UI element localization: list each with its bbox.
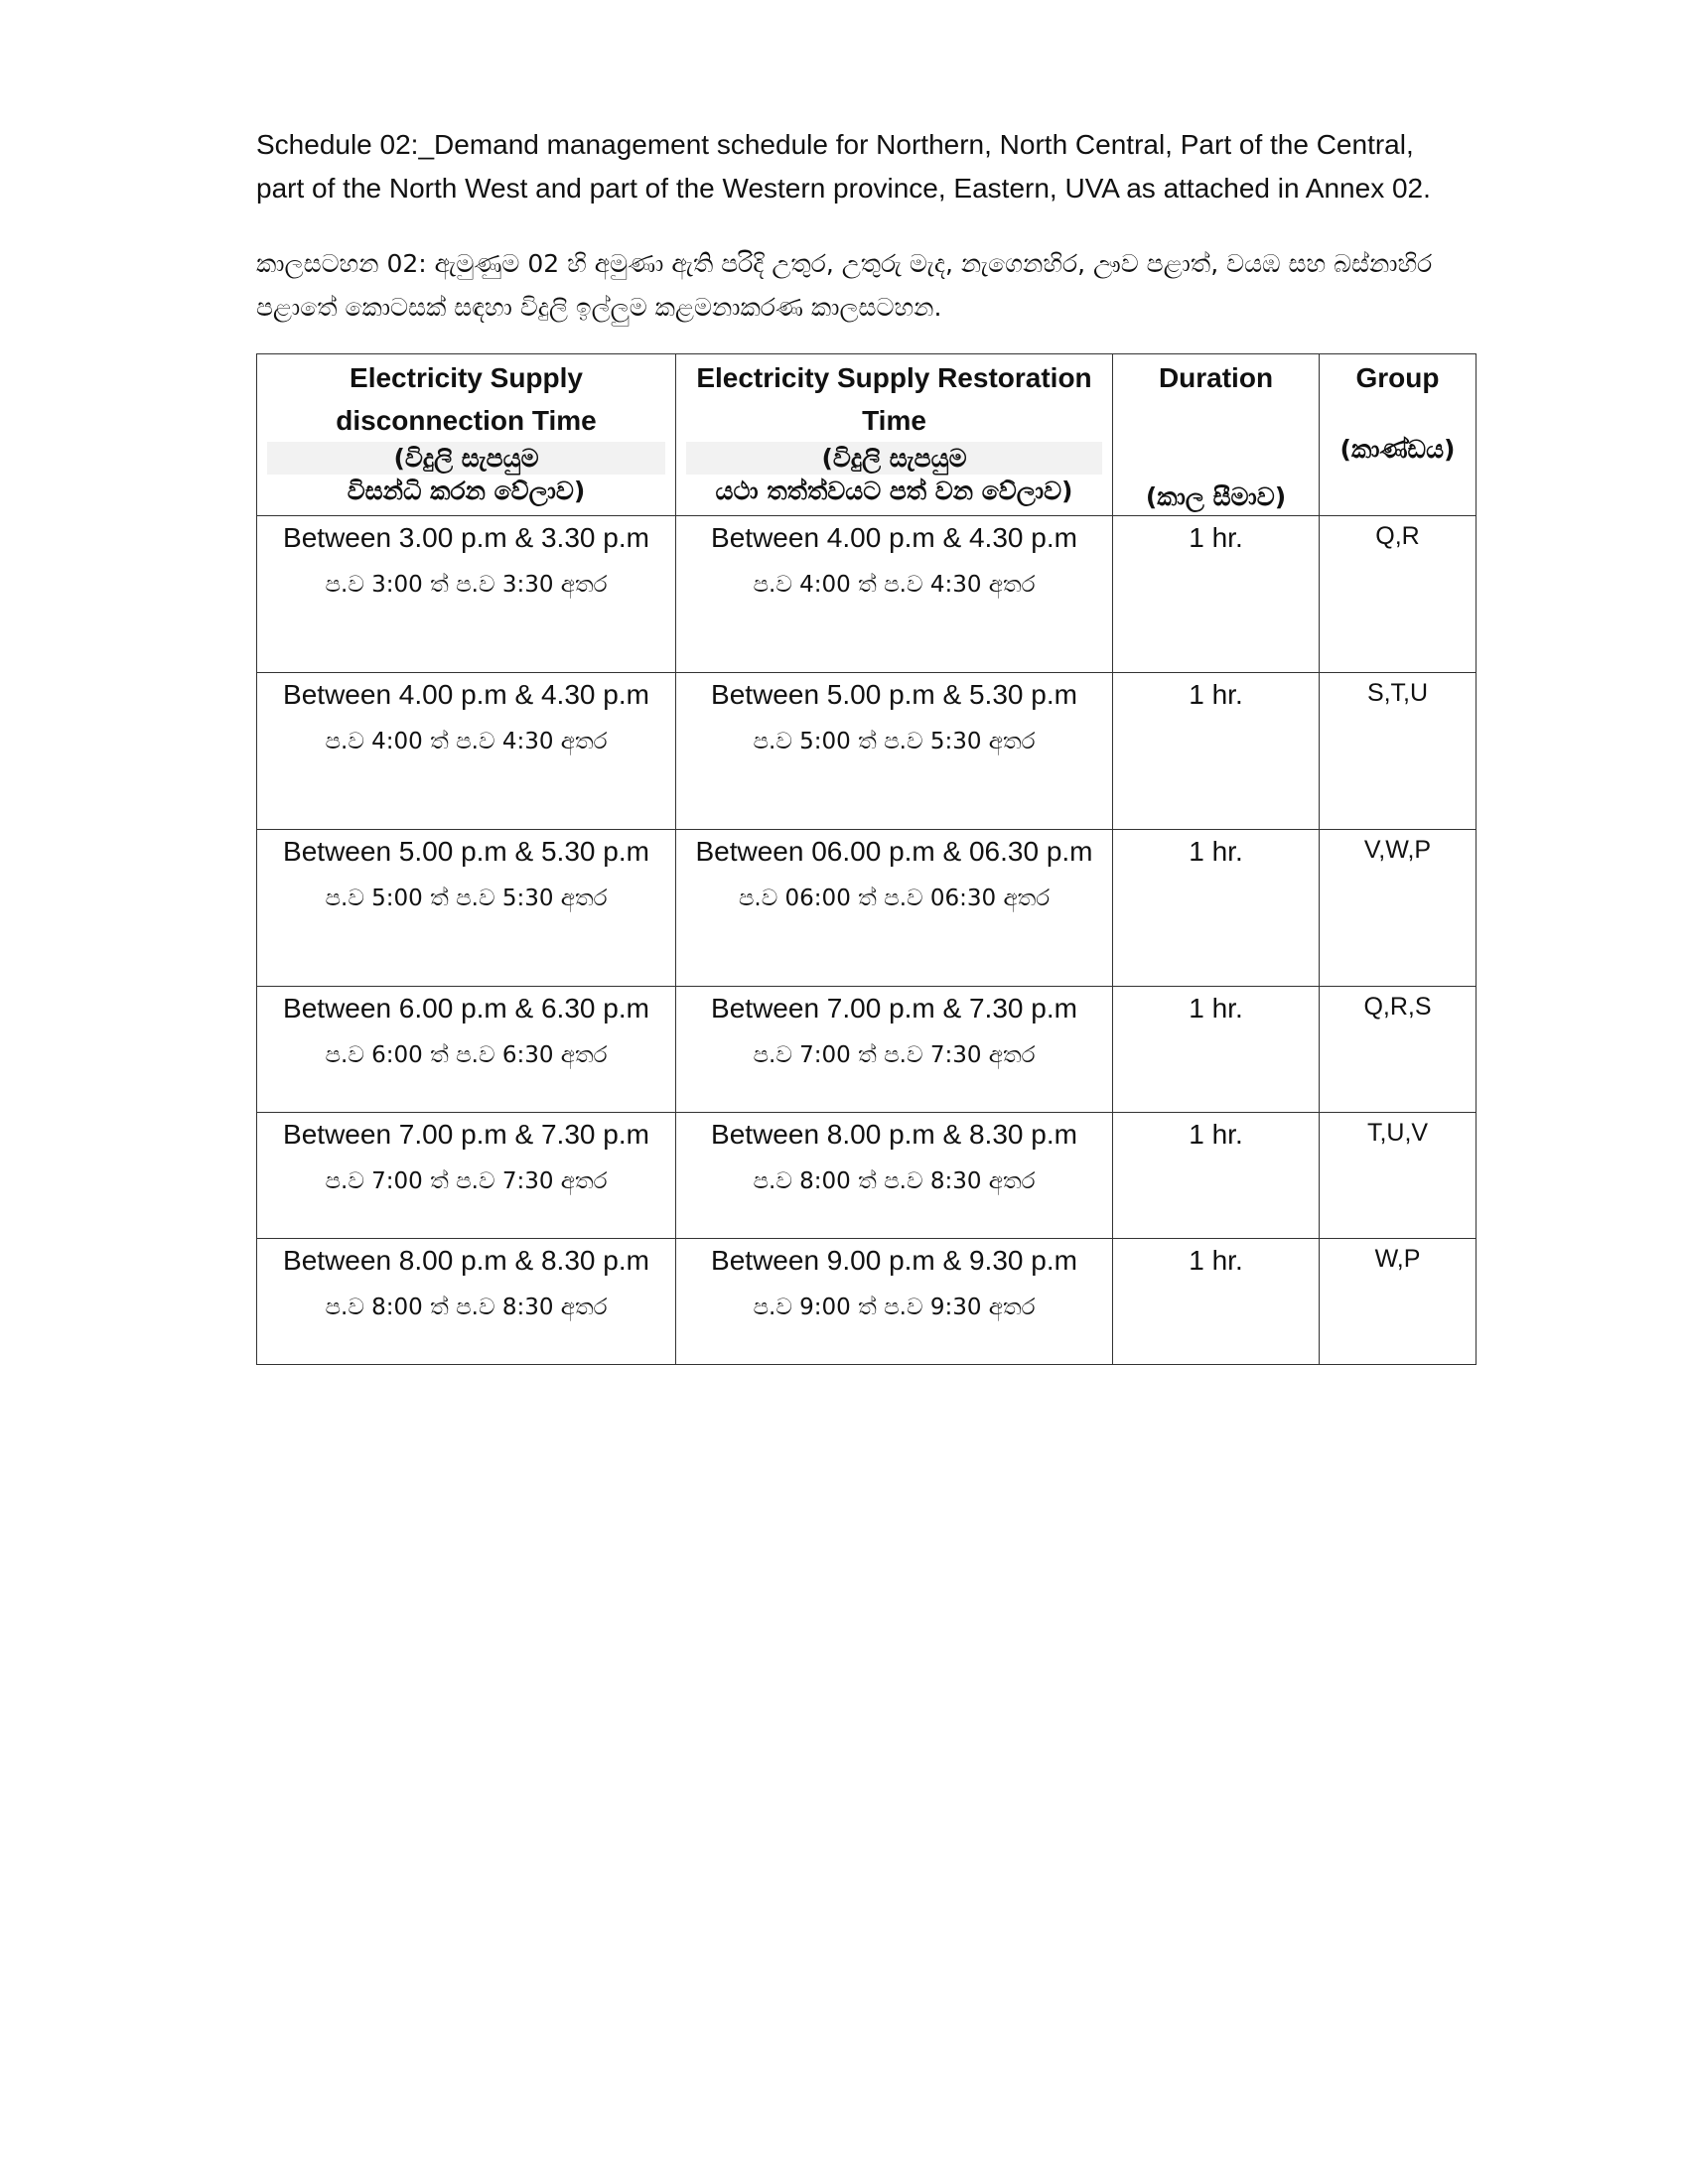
duration-cell <box>1113 1113 1320 1239</box>
restoration-cell <box>676 1113 1113 1239</box>
group-cell <box>1320 516 1477 673</box>
restoration-time-en: Between 7.00 p.m & 7.30 p.m <box>711 993 1077 1024</box>
disconnection-time-si: ප.ව 5:00 ත් ප.ව 5:30 අතර <box>325 886 608 911</box>
group-value: W,P <box>1374 1245 1421 1273</box>
restoration-cell <box>676 673 1113 830</box>
demand-schedule-table <box>256 353 1477 1365</box>
restoration-time-en: Between 06.00 p.m & 06.30 p.m <box>695 836 1093 867</box>
header-group-en: Group <box>1355 362 1440 393</box>
disconnection-time-en: Between 6.00 p.m & 6.30 p.m <box>283 993 649 1024</box>
restoration-time-si: ප.ව 8:00 ත් ප.ව 8:30 අතර <box>753 1168 1036 1194</box>
group-value: S,T,U <box>1366 679 1429 707</box>
header-restoration-si-1: (විදුලි සැපයුම <box>686 442 1102 475</box>
header-disconnection-time <box>257 354 676 516</box>
disconnection-cell <box>257 516 676 673</box>
restoration-time-si: ප.ව 5:00 ත් ප.ව 5:30 අතර <box>753 729 1036 754</box>
disconnection-time-en: Between 4.00 p.m & 4.30 p.m <box>283 679 649 710</box>
group-value: V,W,P <box>1363 836 1432 864</box>
table-row <box>257 1239 1477 1365</box>
header-disconnection-si-2: විසන්ධි කරන වේලාව) <box>347 477 586 505</box>
restoration-time-en: Between 9.00 p.m & 9.30 p.m <box>711 1245 1077 1276</box>
disconnection-cell <box>257 987 676 1113</box>
header-disconnection-en-1: Electricity Supply <box>350 362 583 393</box>
header-duration-en: Duration <box>1158 362 1274 393</box>
disconnection-time-si: ප.ව 4:00 ත් ප.ව 4:30 අතර <box>325 729 608 754</box>
duration-cell <box>1113 673 1320 830</box>
duration-value: 1 hr. <box>1189 522 1243 553</box>
table-row <box>257 830 1477 987</box>
duration-value: 1 hr. <box>1189 679 1243 710</box>
table-header-row <box>257 354 1477 516</box>
duration-value: 1 hr. <box>1189 1119 1243 1150</box>
intro-english-paragraph: Schedule 02:_Demand management schedule for Northern, North Central, Part of the Central, part of the North West and part of the Western province, Eastern, UVA as attached in Annex 02. <box>256 129 1431 204</box>
restoration-time-si: ප.ව 06:00 ත් ප.ව 06:30 අතර <box>738 886 1051 911</box>
restoration-cell <box>676 987 1113 1113</box>
group-cell <box>1320 830 1477 987</box>
restoration-time-en: Between 4.00 p.m & 4.30 p.m <box>711 522 1077 553</box>
restoration-cell <box>676 516 1113 673</box>
table-row <box>257 516 1477 673</box>
header-duration <box>1113 354 1320 516</box>
duration-value: 1 hr. <box>1189 993 1243 1024</box>
table-row <box>257 987 1477 1113</box>
restoration-time-en: Between 8.00 p.m & 8.30 p.m <box>711 1119 1077 1150</box>
duration-cell <box>1113 516 1320 673</box>
disconnection-time-en: Between 3.00 p.m & 3.30 p.m <box>283 522 649 553</box>
header-group-si: (කාණ්ඩය) <box>1339 435 1456 464</box>
group-cell <box>1320 987 1477 1113</box>
table-row <box>257 1113 1477 1239</box>
duration-cell <box>1113 987 1320 1113</box>
duration-cell <box>1113 1239 1320 1365</box>
disconnection-time-si: ප.ව 7:00 ත් ප.ව 7:30 අතර <box>325 1168 608 1194</box>
group-cell <box>1320 1113 1477 1239</box>
intro-sinhala-paragraph: කාලසටහන 02: ඇමුණුම 02 හි අමුණා ඇති පරිදි උතුර, උතුරු මැද, නැගෙනහිර, ඌව පළාත්, වයඹ සහ බස්නාහිර පළාතේ කොටසක් සඳහා විදුලි ඉල්ලුම කළමනාකරණ කාලසටහන. <box>256 249 1433 322</box>
disconnection-time-en: Between 8.00 p.m & 8.30 p.m <box>283 1245 649 1276</box>
restoration-time-si: ප.ව 7:00 ත් ප.ව 7:30 අතර <box>753 1042 1036 1068</box>
header-restoration-si-2: යථා තත්ත්වයට පත් වන වේලාව) <box>715 477 1073 505</box>
duration-value: 1 hr. <box>1189 1245 1243 1276</box>
duration-value: 1 hr. <box>1189 836 1243 867</box>
restoration-time-si: ප.ව 4:00 ත් ප.ව 4:30 අතර <box>753 572 1036 598</box>
header-restoration-en-2: Time <box>862 405 926 436</box>
header-restoration-en-1: Electricity Supply Restoration <box>696 362 1092 393</box>
restoration-time-si: ප.ව 9:00 ත් ප.ව 9:30 අතර <box>753 1295 1036 1320</box>
header-group <box>1320 354 1477 516</box>
disconnection-cell <box>257 1239 676 1365</box>
table-row <box>257 673 1477 830</box>
group-value: T,U,V <box>1366 1119 1429 1147</box>
group-value: Q,R,S <box>1363 993 1432 1021</box>
duration-cell <box>1113 830 1320 987</box>
restoration-cell <box>676 1239 1113 1365</box>
disconnection-time-si: ප.ව 6:00 ත් ප.ව 6:30 අතර <box>325 1042 608 1068</box>
disconnection-cell <box>257 830 676 987</box>
disconnection-cell <box>257 673 676 830</box>
disconnection-time-si: ප.ව 8:00 ත් ප.ව 8:30 අතර <box>325 1295 608 1320</box>
disconnection-time-en: Between 5.00 p.m & 5.30 p.m <box>283 836 649 867</box>
header-disconnection-si-1: (විදුලි සැපයුම <box>267 442 665 475</box>
disconnection-cell <box>257 1113 676 1239</box>
header-duration-si: (කාල සීමාව) <box>1145 482 1287 511</box>
group-cell <box>1320 673 1477 830</box>
group-value: Q,R <box>1375 522 1420 550</box>
group-cell <box>1320 1239 1477 1365</box>
disconnection-time-si: ප.ව 3:00 ත් ප.ව 3:30 අතර <box>325 572 608 598</box>
disconnection-time-en: Between 7.00 p.m & 7.30 p.m <box>283 1119 649 1150</box>
restoration-time-en: Between 5.00 p.m & 5.30 p.m <box>711 679 1077 710</box>
header-disconnection-en-2: disconnection Time <box>336 405 597 436</box>
restoration-cell <box>676 830 1113 987</box>
header-restoration-time <box>676 354 1113 516</box>
